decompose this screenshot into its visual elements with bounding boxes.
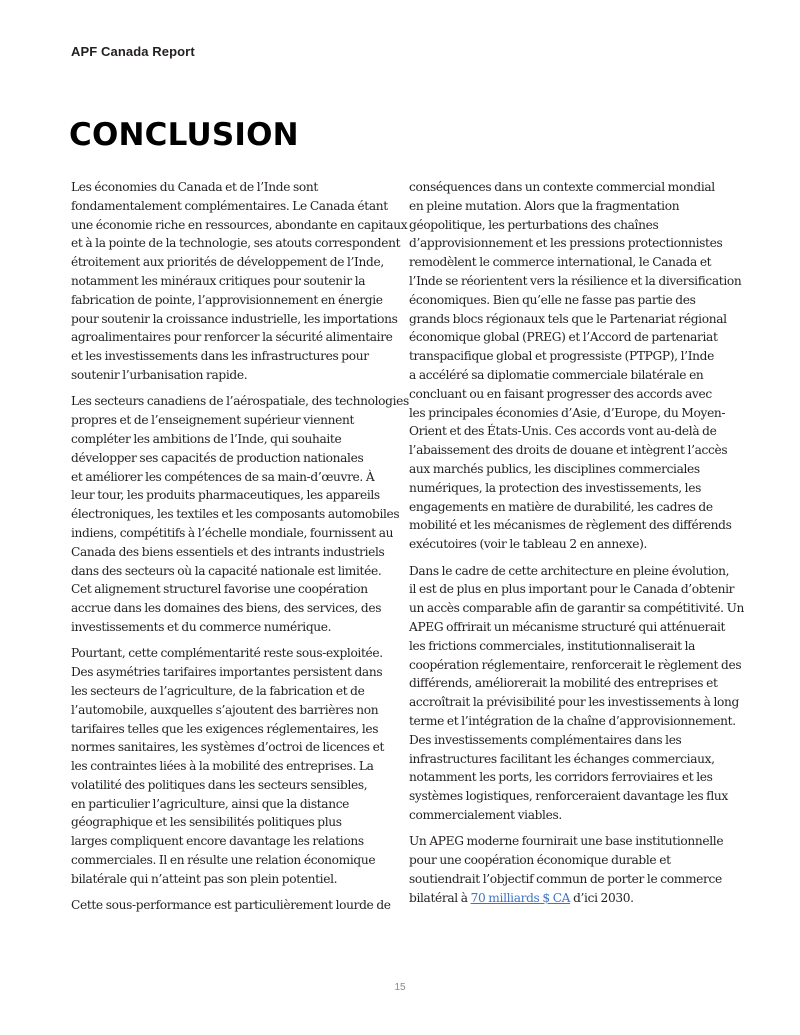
text-line: notamment les ports, les corridors ferroviaires et les [409,770,713,785]
text-line: soutenir l’urbanisation rapide. [71,367,248,382]
text-line: une économie riche en ressources, abondante en capitaux [71,217,408,232]
text-line: investissements et du commerce numérique. [71,619,332,634]
text-line: remodèlent le commerce international, le Canada et [409,255,712,270]
text-line: fondamentalement complémentaires. Le Canada étant [71,198,388,213]
text-line: agroalimentaires pour renforcer la sécurité alimentaire [71,330,393,345]
trade-target-link[interactable]: 70 milliards $ CA [470,890,571,905]
text-line: Un APEG moderne fournirait une base institutionnelle [409,834,724,849]
text-line: infrastructures facilitant les échanges commerciaux, [409,751,715,766]
paragraph [409,562,745,825]
text-line: APEG offrirait un mécanisme structuré qui atténuerait [409,619,726,634]
left-column [71,178,409,923]
text-line: économiques. Bien qu’elle ne fasse pas partie des [409,292,696,307]
text-line: pour une coopération économique durable et [409,853,671,868]
text-line: compléter les ambitions de l’Inde, qui souhaite [71,431,342,446]
text-line: numériques, la protection des investissements, les [409,480,701,495]
text-line: et à la pointe de la technologie, ses atouts correspondent [71,236,401,251]
text-line: l’Inde se réorientent vers la résilience et la diversification [409,273,742,288]
text-line: commerciales. Il en résulte une relation économique [71,853,376,868]
paragraph [71,178,408,385]
text-line: propres et de l’enseignement supérieur viennent [71,413,355,428]
text-line: concluant ou en faisant progresser des accords avec [409,386,712,401]
text-line: exécutoires (voir le tableau 2 en annexe). [409,537,648,552]
text-line: et les investissements dans les infrastructures pour [71,349,369,364]
text-line: larges compliquent encore davantage les relations [71,834,364,849]
text-line: conséquences dans un contexte commercial mondial [409,180,715,194]
paragraph [409,832,739,907]
text-line: Cette sous-performance est particulièrement lourde de [71,898,391,913]
text-line: Orient et des États-Unis. Ces accords vont au-delà de [409,424,717,439]
paragraph [71,644,401,888]
text-line: grands blocs régionaux tels que le Partenariat régional [409,311,727,326]
text-line: Les économies du Canada et de l’Inde sont [71,180,318,194]
text-line: les secteurs de l’agriculture, de la fabrication et de [71,683,365,698]
text-line: Cet alignement structurel favorise une coopération [71,582,368,597]
text-line: a accéléré sa diplomatie commerciale bilatérale en [409,367,704,382]
text-line: accrue dans les domaines des biens, des services, des [71,601,382,616]
text-line: Dans le cadre de cette architecture en pleine évolution, [409,563,730,578]
text-line: il est de plus en plus important pour le Canada d’obtenir [409,582,735,597]
text-line: développer ses capacités de production nationales [71,450,364,465]
text-line: l’abaissement des droits de douane et intègrent l’accès [409,443,728,458]
text-line: leur tour, les produits pharmaceutiques, les appareils [71,488,380,503]
text-line: Des investissements complémentaires dans les [409,732,682,747]
text-line: Pourtant, cette complémentarité reste sous-exploitée. [71,646,383,661]
text-line: Les secteurs canadiens de l’aérospatiale, des technologies [71,394,409,409]
text-line: bilatérale qui n’atteint pas son plein potentiel. [71,871,338,886]
text-line: terme et l’intégration de la chaîne d’approvisionnement. [409,713,736,728]
text-line: les frictions commerciales, institutionnaliserait la [409,638,696,653]
text-line: en pleine mutation. Alors que la fragmentation [409,198,680,213]
text-line: dans des secteurs où la capacité nationale est limitée. [71,563,382,578]
text-line: transpacifique global et progressiste (PTPGP), l’Inde [409,349,714,364]
page-number: 15 [394,982,406,993]
paragraph [409,178,742,554]
paragraph [71,392,409,636]
text-line: les contraintes liées à la mobilité des entreprises. La [71,759,374,774]
text-line: géopolitique, les perturbations des chaînes [409,217,659,232]
text-line: accroîtrait la prévisibilité pour les investissements à long [409,695,739,710]
paragraph-last-line [409,889,739,908]
text-line: tarifaires telles que les exigences réglementaires, les [71,721,379,736]
text-line: fabrication de pointe, l’approvisionnement en énergie [71,292,383,307]
text-line: volatilité des politiques dans les secteurs sensibles, [71,777,368,792]
text-line: normes sanitaires, les systèmes d’octroi de licences et [71,740,384,755]
text-line: engagements en matière de durabilité, les cadres de [409,499,713,514]
right-column [409,178,745,915]
text-line: en particulier l’agriculture, ainsi que la distance [71,796,350,811]
text-line: coopération réglementaire, renforcerait le règlement des [409,657,742,672]
text-line: électroniques, les textiles et les composants automobiles [71,507,400,522]
text-line: Des asymétries tarifaires importantes persistent dans [71,665,383,680]
paragraph-lines [409,832,739,888]
running-header: APF Canada Report [71,44,195,59]
text-line: systèmes logistiques, renforceraient davantage les flux [409,789,728,804]
page-title: CONCLUSION [69,117,299,153]
text-line: économique global (PREG) et l’Accord de partenariat [409,330,718,345]
paragraph [71,896,401,915]
text-line: géographique et les sensibilités politiques plus [71,815,342,830]
text-line: notamment les minéraux critiques pour soutenir la [71,273,366,288]
text-after-link: d’ici 2030. [570,890,634,905]
text-line: différends, améliorerait la mobilité des entreprises et [409,676,718,691]
text-line: aux marchés publics, les disciplines commerciales [409,461,700,476]
text-line: étroitement aux priorités de développement de l’Inde, [71,255,384,270]
text-line: commercialement viables. [409,807,562,822]
text-line: un accès comparable afin de garantir sa compétitivité. Un [409,601,745,616]
text-line: l’automobile, auxquelles s’ajoutent des barrières non [71,702,379,717]
text-line: d’approvisionnement et les pressions protectionnistes [409,236,723,251]
text-line: mobilité et les mécanismes de règlement des différends [409,518,732,533]
text-line: indiens, compétitifs à l’échelle mondiale, fournissent au [71,525,394,540]
text-line: et améliorer les compétences de sa main-d’œuvre. À [71,469,375,484]
text-line: pour soutenir la croissance industrielle, les importations [71,311,398,326]
text-line: Canada des biens essentiels et des intrants industriels [71,544,385,559]
text-before-link: bilatéral à [409,890,471,905]
text-line: soutiendrait l’objectif commun de porter le commerce [409,871,722,886]
text-line: les principales économies d’Asie, d’Europe, du Moyen- [409,405,726,420]
